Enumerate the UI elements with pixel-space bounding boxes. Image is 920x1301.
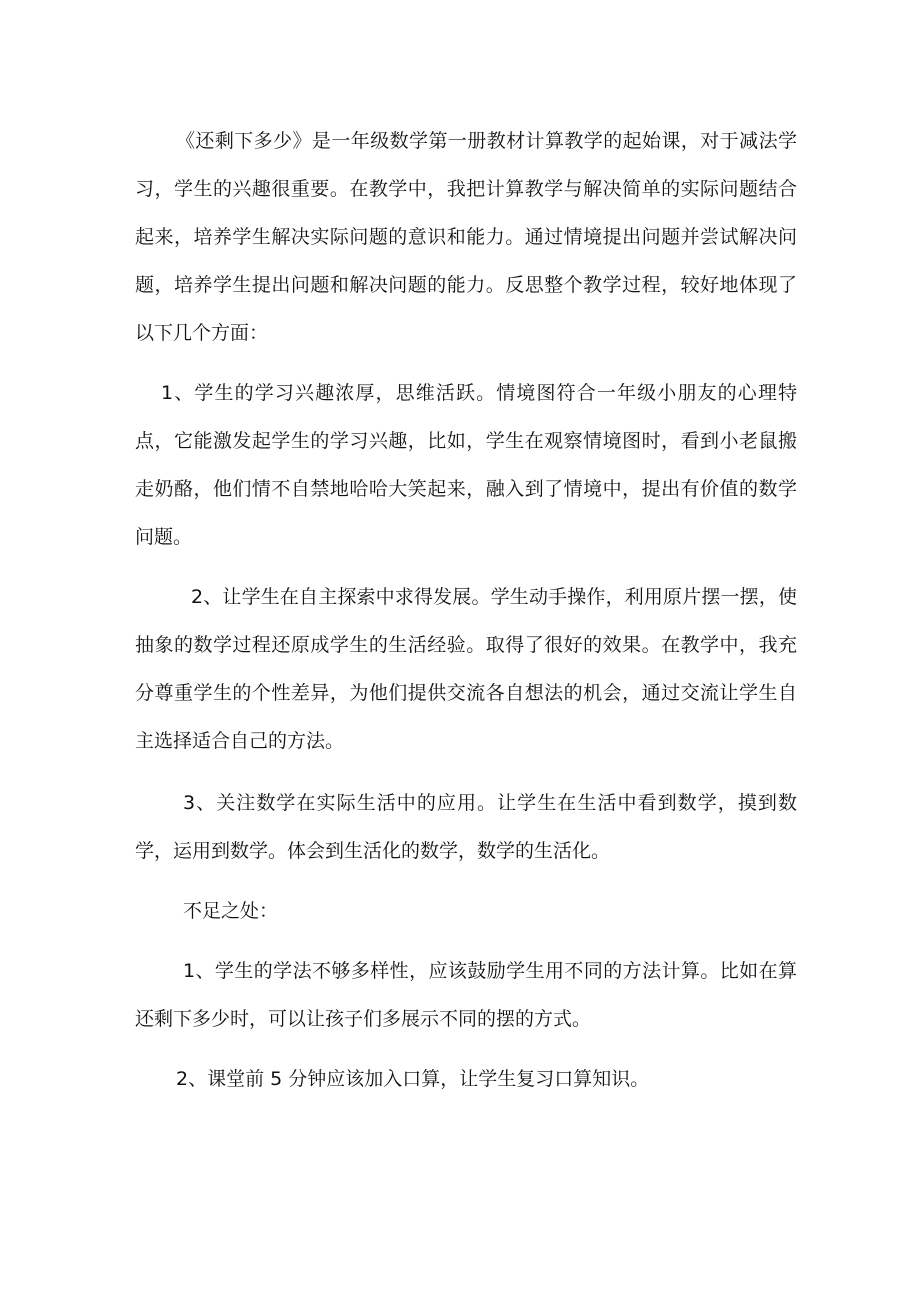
document-body — [135, 117, 797, 1103]
paragraph-point-2: 2、让学生在自主探索中求得发展。学生动手操作，利用原片摆一摆，使抽象的数学过程还原成学生的生活经验。取得了很好的效果。在教学中，我充分尊重学生的个性差异，为他们提供交流各自想法的机会，通过交流让学生自主选择适合自己的方法。 — [135, 586, 797, 752]
paragraph-point-1: 1、学生的学习兴趣浓厚，思维活跃。情境图符合一年级小朋友的心理特点，它能激发起学生的学习兴趣，比如，学生在观察情境图时，看到小老鼠搬走奶酪，他们情不自禁地哈哈大笑起来，融入到了情境中，提出有价值的数学问题。 — [135, 382, 797, 548]
paragraph-intro: 《还剩下多少》是一年级数学第一册教材计算教学的起始课，对于减法学习，学生的兴趣很重要。在教学中，我把计算教学与解决简单的实际问题结合起来，培养学生解决实际问题的意识和能力。通过情境提出问题并尝试解决问题，培养学生提出问题和解决问题的能力。反思整个教学过程，较好地体现了以下几个方面： — [135, 130, 797, 344]
paragraph-shortcoming-1: 1、学生的学法不够多样性，应该鼓励学生用不同的方法计算。比如在算还剩下多少时，可以让孩子们多展示不同的摆的方式。 — [135, 960, 797, 1030]
paragraph-shortcomings-heading: 不足之处： — [183, 900, 279, 922]
paragraph-point-3: 3、关注数学在实际生活中的应用。让学生在生活中看到数学，摸到数学，运用到数学。体会到生活化的数学，数学的生活化。 — [135, 792, 797, 862]
paragraph-shortcoming-2: 2、课堂前 5 分钟应该加入口算，让学生复习口算知识。 — [176, 1068, 650, 1090]
